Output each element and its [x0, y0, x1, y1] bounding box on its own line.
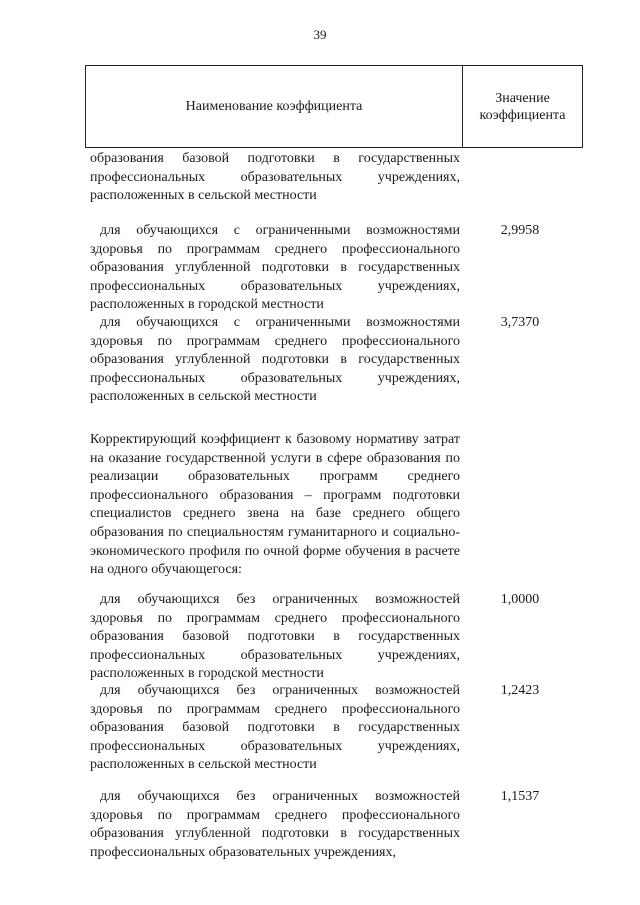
row-text: для обучающихся с ограниченными возможностями здоровья по программам среднего профессионального образования углубленной подготовки в государственных профессиональных образовательных учреждениях, расположенных в городской местности: [90, 223, 460, 313]
column-header-value: Значение коэффициента: [479, 90, 566, 123]
row-text: образования базовой подготовки в государственных профессиональных образовательных учреждениях, расположенных в сельской местности: [90, 151, 460, 204]
row-text: Корректирующий коэффициент к базовому нормативу затрат на оказание государственной услуги в сфере образования по реализации образовательных программ среднего профессионального образования – программ подготовки специалистов среднего звена на базе среднего общего образования по специальностям гуманитарного и социально-экономического профиля по очной форме обучения в расчете на одного обучающегося:: [90, 432, 460, 578]
table-header: [85, 65, 583, 148]
row-value: 1,2423: [500, 683, 540, 698]
row-text: для обучающихся без ограниченных возможностей здоровья по программам среднего профессионального образования базовой подготовки в государственных профессиональных образовательных учреждениях, расположенных в городской местности: [90, 592, 460, 682]
row-value: 1,1537: [500, 789, 540, 804]
row-value: 1,0000: [500, 592, 540, 607]
page-number: 39: [313, 27, 327, 42]
row-text: для обучающихся без ограниченных возможностей здоровья по программам среднего профессионального образования базовой подготовки в государственных профессиональных образовательных учреждениях, расположенных в сельской местности: [90, 683, 460, 773]
row-text: для обучающихся без ограниченных возможностей здоровья по программам среднего профессионального образования углубленной подготовки в государственных профессиональных образовательных учреждениях,: [90, 789, 460, 860]
row-text: для обучающихся с ограниченными возможностями здоровья по программам среднего профессионального образования углубленной подготовки в государственных профессиональных образовательных учреждениях, расположенных в сельской местности: [90, 315, 460, 405]
row-value: 2,9958: [500, 223, 540, 238]
row-value: 3,7370: [500, 315, 540, 330]
column-header-name: Наименование коэффициента: [86, 66, 463, 147]
